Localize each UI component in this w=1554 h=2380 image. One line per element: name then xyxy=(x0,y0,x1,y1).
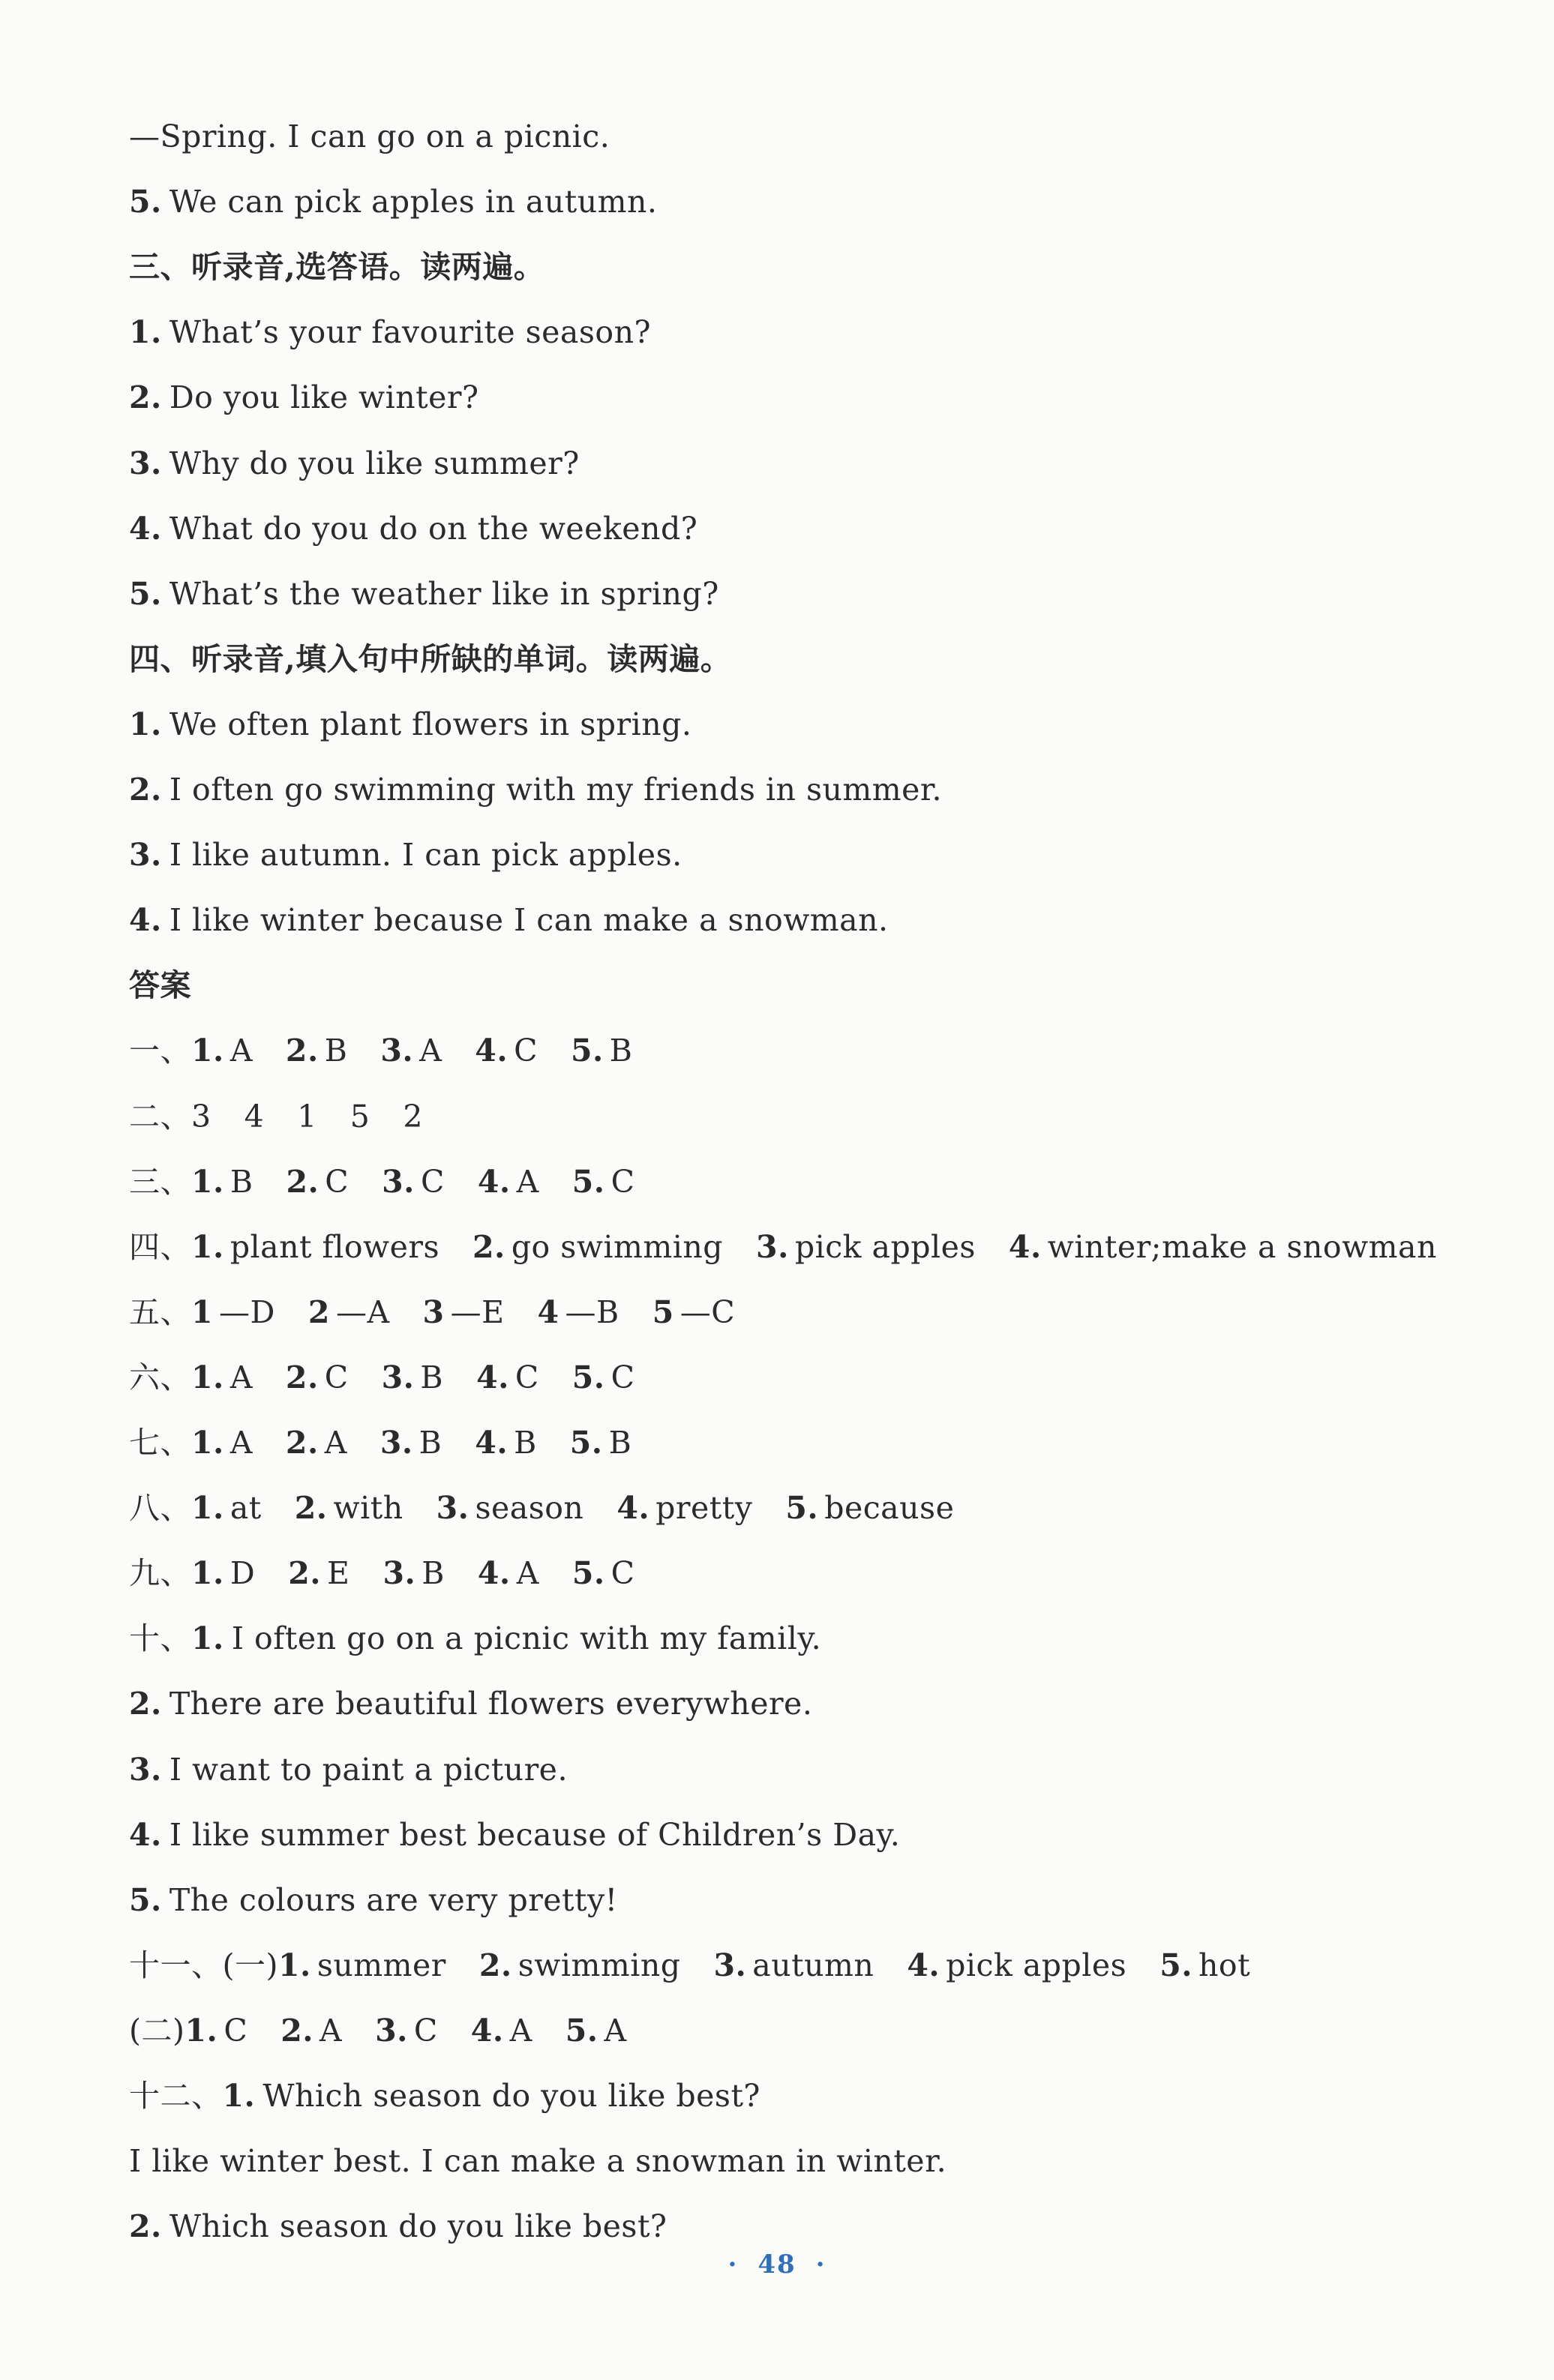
answer-prefix: 八、 xyxy=(129,1490,191,1527)
footer-dot-left: · xyxy=(728,2250,739,2280)
answer-item-number: 1. xyxy=(191,1555,224,1592)
text-line xyxy=(129,105,1449,168)
answer-sentence xyxy=(129,2064,1449,2127)
line-text: I like winter best. I can make a snowman in winter. xyxy=(129,2143,947,2180)
answer-item-number: 5 xyxy=(652,1293,674,1330)
answer-row xyxy=(129,1542,1449,1605)
item-number: 2. xyxy=(129,379,162,416)
item-number: 4. xyxy=(129,1816,162,1853)
answer-item-number: 3. xyxy=(713,1947,747,1983)
answer-item-number: 2. xyxy=(285,1425,319,1461)
answer-item-number: 5. xyxy=(569,1425,603,1461)
answer-item-value: —D xyxy=(219,1293,275,1330)
answer-item xyxy=(375,2013,438,2049)
answer-item-value: A xyxy=(516,1555,539,1592)
answer-item xyxy=(1160,1947,1250,1983)
answer-item-value: pick apples xyxy=(794,1228,976,1265)
answer-item-number: 5. xyxy=(572,1555,605,1592)
answer-item xyxy=(907,1947,1126,1983)
answer-item-value: A xyxy=(509,2012,532,2049)
answer-item-value: B xyxy=(420,1359,444,1395)
answer-item-value: pretty xyxy=(656,1490,753,1527)
answer-item-number: 3. xyxy=(382,1163,415,1200)
answer-prefix: 三、 xyxy=(129,1163,191,1200)
answer-row xyxy=(129,1999,1449,2062)
item-number: 5. xyxy=(129,575,162,612)
answer-item xyxy=(191,1099,212,1135)
answer-prefix: 十、 xyxy=(129,1620,191,1657)
section-heading xyxy=(129,954,1449,1017)
answer-item-value: C xyxy=(514,1359,539,1395)
answer-item-number: 4. xyxy=(470,2012,504,2049)
answer-item-value: at xyxy=(230,1490,262,1527)
answer-item-value: C xyxy=(514,1033,538,1069)
answer-item-value: C xyxy=(610,1163,635,1200)
answer-sentence xyxy=(129,1672,1449,1735)
answer-item-number: 3. xyxy=(756,1228,789,1265)
answer-item-number: 2. xyxy=(280,2012,314,2049)
answer-item xyxy=(280,2013,342,2049)
answer-item-number: 3. xyxy=(380,1033,414,1069)
answer-item xyxy=(785,1490,954,1526)
answer-prefix: 一、 xyxy=(129,1033,191,1069)
answer-item xyxy=(713,1947,874,1983)
answer-item xyxy=(570,1425,632,1461)
answer-item xyxy=(538,1294,620,1330)
answer-prefix: 二、 xyxy=(129,1098,191,1135)
answer-item xyxy=(476,1359,539,1395)
answer-item xyxy=(288,1555,350,1591)
answer-item-value: —E xyxy=(450,1293,505,1330)
section-heading xyxy=(129,628,1449,691)
heading-text: 四、听录音,填入句中所缺的单词。读两遍。 xyxy=(129,640,732,677)
answer-item xyxy=(286,1164,349,1200)
line-text: Why do you like summer? xyxy=(169,445,580,481)
answer-item-value: season xyxy=(475,1490,584,1527)
line-text: There are beautiful flowers everywhere. xyxy=(169,1686,813,1722)
answer-item-number: 4. xyxy=(475,1425,508,1461)
line-text: —Spring. I can go on a picnic. xyxy=(129,118,610,154)
answer-sentence xyxy=(129,2130,1449,2193)
answer-item-value: 1 xyxy=(297,1098,317,1135)
footer-dot-right: · xyxy=(815,2250,826,2280)
answer-item-value: C xyxy=(610,1359,635,1395)
answer-item-value: C xyxy=(325,1163,350,1200)
answer-item-number: 3. xyxy=(375,2012,408,2049)
answer-item-number: 4. xyxy=(616,1490,650,1527)
answer-item-value: because xyxy=(824,1490,955,1527)
answer-item-number: 1. xyxy=(191,1163,224,1200)
answer-row xyxy=(129,1934,1449,1997)
answer-item xyxy=(566,2013,627,2049)
page-number: 48 xyxy=(758,2250,796,2280)
item-number: 1. xyxy=(222,2078,256,2114)
answer-item-value: 5 xyxy=(350,1098,370,1135)
line-text: I like autumn. I can pick apples. xyxy=(169,837,682,874)
answer-item-number: 5. xyxy=(565,2012,598,2049)
answer-item-value: C xyxy=(224,2012,248,2049)
answer-item-value: 2 xyxy=(403,1098,423,1135)
answer-item xyxy=(756,1229,976,1265)
answer-item xyxy=(572,1555,635,1591)
text-line xyxy=(129,432,1449,495)
answer-item xyxy=(380,1033,442,1069)
answer-item-value: E xyxy=(327,1555,350,1592)
answer-sentence xyxy=(129,1869,1449,1932)
line-text: We can pick apples in autumn. xyxy=(169,184,658,220)
answer-item xyxy=(295,1490,404,1526)
text-line xyxy=(129,497,1449,560)
line-text: I often go on a picnic with my family. xyxy=(231,1620,822,1657)
item-number: 2. xyxy=(129,772,162,808)
answer-item-value: B xyxy=(609,1033,633,1069)
answer-item-value: C xyxy=(413,2012,438,2049)
item-number: 1. xyxy=(129,314,162,351)
answer-item-number: 2. xyxy=(294,1490,328,1527)
answer-row xyxy=(129,1411,1449,1474)
answer-item-value: —A xyxy=(335,1293,390,1330)
answer-item-value: A xyxy=(419,1033,442,1069)
answer-item-value: C xyxy=(324,1359,349,1395)
answer-item-value: 4 xyxy=(244,1098,265,1135)
answer-prefix: (二) xyxy=(129,2012,185,2049)
answer-item-value: C xyxy=(610,1555,635,1592)
answer-item xyxy=(191,1490,262,1526)
answer-item-value: winter;make a snowman xyxy=(1047,1228,1437,1265)
line-text: I like winter because I can make a snowman. xyxy=(169,902,889,939)
answer-item-number: 2. xyxy=(285,1359,319,1395)
answer-item-value: with xyxy=(333,1490,404,1527)
answer-item xyxy=(403,1099,423,1135)
answer-item xyxy=(286,1359,349,1395)
answer-item xyxy=(382,1555,444,1591)
answer-sentence xyxy=(129,1607,1449,1670)
answer-item xyxy=(472,1229,723,1265)
answer-item xyxy=(572,1164,635,1200)
answer-item-number: 3. xyxy=(380,1425,413,1461)
line-text: Which season do you like best? xyxy=(262,2078,760,2114)
line-text: I want to paint a picture. xyxy=(169,1751,568,1788)
answer-sentence xyxy=(129,1803,1449,1866)
text-line xyxy=(129,758,1449,821)
text-line xyxy=(129,366,1449,429)
answer-item-value: hot xyxy=(1198,1947,1251,1983)
answer-item-number: 1. xyxy=(191,1359,224,1395)
answer-prefix: 十一、(一) xyxy=(129,1947,278,1983)
text-line xyxy=(129,823,1449,886)
answer-item-value: B xyxy=(230,1163,254,1200)
answer-row xyxy=(129,1085,1449,1148)
item-number: 2. xyxy=(129,1686,162,1722)
answer-item-number: 2. xyxy=(472,1228,506,1265)
item-number: 3. xyxy=(129,445,162,481)
answer-item-value: B xyxy=(514,1425,537,1461)
answer-item-value: A xyxy=(230,1033,253,1069)
answer-item-number: 4. xyxy=(907,1947,940,1983)
answer-item-number: 1. xyxy=(184,2012,218,2049)
item-number: 3. xyxy=(129,1751,162,1788)
text-line xyxy=(129,170,1449,233)
heading-text: 答案 xyxy=(129,967,191,1004)
line-text: I like summer best because of Children’s Day. xyxy=(169,1816,901,1853)
answer-item-number: 3 xyxy=(422,1293,445,1330)
answer-item xyxy=(471,2013,532,2049)
answer-sentence xyxy=(129,1738,1449,1801)
answer-item-number: 4. xyxy=(477,1163,511,1200)
item-number: 1. xyxy=(129,706,162,742)
answer-item xyxy=(191,1164,253,1200)
item-number: 5. xyxy=(129,1881,162,1918)
answer-item xyxy=(478,1164,539,1200)
answer-item xyxy=(191,1294,275,1330)
answer-item-number: 1. xyxy=(191,1033,224,1069)
answer-item-value: B xyxy=(422,1555,445,1592)
answer-item xyxy=(652,1294,735,1330)
text-line xyxy=(129,889,1449,952)
answer-item-value: pick apples xyxy=(946,1947,1127,1983)
item-number: 5. xyxy=(129,184,162,220)
answer-item xyxy=(244,1099,265,1135)
answer-item xyxy=(286,1425,347,1461)
answer-prefix: 七、 xyxy=(129,1425,191,1461)
item-number: 4. xyxy=(129,902,162,939)
answer-item xyxy=(297,1099,317,1135)
answer-item-number: 3. xyxy=(382,1555,416,1592)
line-text: Do you like winter? xyxy=(169,379,479,416)
answer-row xyxy=(129,1476,1449,1539)
text-line xyxy=(129,301,1449,364)
item-number: 1. xyxy=(191,1620,224,1657)
answer-item xyxy=(350,1099,370,1135)
answer-item-number: 1. xyxy=(191,1228,224,1265)
answer-item-number: 4. xyxy=(477,1555,511,1592)
answer-item-number: 5. xyxy=(572,1163,605,1200)
answer-item-value: B xyxy=(608,1425,632,1461)
answer-item xyxy=(572,1359,635,1395)
section-heading xyxy=(129,235,1449,298)
answer-prefix: 六、 xyxy=(129,1359,191,1395)
answer-item xyxy=(308,1294,390,1330)
answer-item-number: 5. xyxy=(785,1490,819,1527)
answer-item-value: B xyxy=(418,1425,442,1461)
answer-item-value: summer xyxy=(316,1947,446,1983)
line-text: What’s your favourite season? xyxy=(169,314,651,351)
line-text: The colours are very pretty! xyxy=(169,1881,618,1918)
answer-item xyxy=(479,1947,681,1983)
answer-item-value: autumn xyxy=(752,1947,874,1983)
answer-item-number: 4. xyxy=(476,1359,509,1395)
answer-item xyxy=(475,1425,536,1461)
answer-item-value: A xyxy=(604,2012,627,2049)
answer-item xyxy=(475,1033,538,1069)
answer-item-number: 4 xyxy=(537,1293,560,1330)
answer-prefix: 十二、 xyxy=(129,2078,223,2114)
page-footer xyxy=(0,2250,1554,2280)
answer-item-number: 2. xyxy=(478,1947,512,1983)
answer-item-number: 4. xyxy=(475,1033,508,1069)
answer-item-number: 1. xyxy=(278,1947,311,1983)
answer-item-value: C xyxy=(420,1163,445,1200)
answer-item-number: 2. xyxy=(288,1555,321,1592)
answer-item-value: A xyxy=(230,1359,253,1395)
answer-item xyxy=(382,1164,445,1200)
item-number: 3. xyxy=(129,837,162,874)
answer-item-number: 2. xyxy=(286,1163,320,1200)
answer-item-value: swimming xyxy=(518,1947,681,1983)
answer-item xyxy=(1009,1229,1437,1265)
line-text: What’s the weather like in spring? xyxy=(169,575,719,612)
line-text: What do you do on the weekend? xyxy=(169,510,698,547)
answer-item-value: plant flowers xyxy=(230,1228,440,1265)
answer-row xyxy=(129,1150,1449,1213)
answer-item xyxy=(191,1359,253,1395)
answer-item-value: A xyxy=(230,1425,253,1461)
answer-item xyxy=(571,1033,632,1069)
text-line xyxy=(129,562,1449,625)
answer-item xyxy=(478,1555,539,1591)
answer-item xyxy=(191,1555,255,1591)
answer-item xyxy=(436,1490,584,1526)
answer-item-value: A xyxy=(516,1163,539,1200)
text-line xyxy=(129,693,1449,756)
answer-prefix: 九、 xyxy=(129,1555,191,1592)
answer-item-number: 1. xyxy=(191,1490,224,1527)
answer-item xyxy=(185,2013,248,2049)
answer-item-value: D xyxy=(230,1555,256,1592)
item-number: 4. xyxy=(129,510,162,547)
line-text: Which season do you like best? xyxy=(169,2208,668,2245)
answer-item-number: 3. xyxy=(436,1490,470,1527)
answer-item-value: go swimming xyxy=(511,1228,724,1265)
answer-item xyxy=(286,1033,347,1069)
answer-item xyxy=(191,1425,253,1461)
answer-item-value: B xyxy=(324,1033,348,1069)
item-number: 2. xyxy=(129,2208,162,2245)
answer-item-value: —C xyxy=(680,1293,736,1330)
answer-item-number: 5. xyxy=(570,1033,604,1069)
answer-item-number: 3. xyxy=(381,1359,415,1395)
answer-item-number: 5. xyxy=(572,1359,605,1395)
heading-text: 三、听录音,选答语。读两遍。 xyxy=(129,249,545,286)
answer-item-number: 1 xyxy=(191,1293,214,1330)
answer-row xyxy=(129,1215,1449,1278)
answer-item xyxy=(423,1294,505,1330)
answer-item xyxy=(191,1229,440,1265)
answer-item-value: 3 xyxy=(191,1098,212,1135)
line-text: I often go swimming with my friends in summer. xyxy=(169,772,943,808)
answer-item-value: A xyxy=(324,1425,347,1461)
answer-item xyxy=(278,1947,446,1983)
answer-item-number: 2. xyxy=(285,1033,319,1069)
answer-row xyxy=(129,1019,1449,1082)
answer-item-number: 4. xyxy=(1008,1228,1042,1265)
answer-item xyxy=(382,1359,443,1395)
answer-prefix: 四、 xyxy=(129,1228,191,1265)
answer-item-value: —B xyxy=(565,1293,620,1330)
answer-prefix: 五、 xyxy=(129,1293,191,1330)
answer-item xyxy=(191,1033,253,1069)
answer-row xyxy=(129,1281,1449,1344)
answer-item-number: 1. xyxy=(191,1425,224,1461)
line-text: We often plant flowers in spring. xyxy=(169,706,692,742)
answer-item xyxy=(616,1490,752,1526)
answer-item xyxy=(380,1425,442,1461)
answer-item-number: 2 xyxy=(308,1293,330,1330)
answer-sentence xyxy=(129,2195,1449,2258)
answer-item-number: 5. xyxy=(1160,1947,1192,1983)
answer-item-value: A xyxy=(320,2012,343,2049)
answer-row xyxy=(129,1346,1449,1409)
